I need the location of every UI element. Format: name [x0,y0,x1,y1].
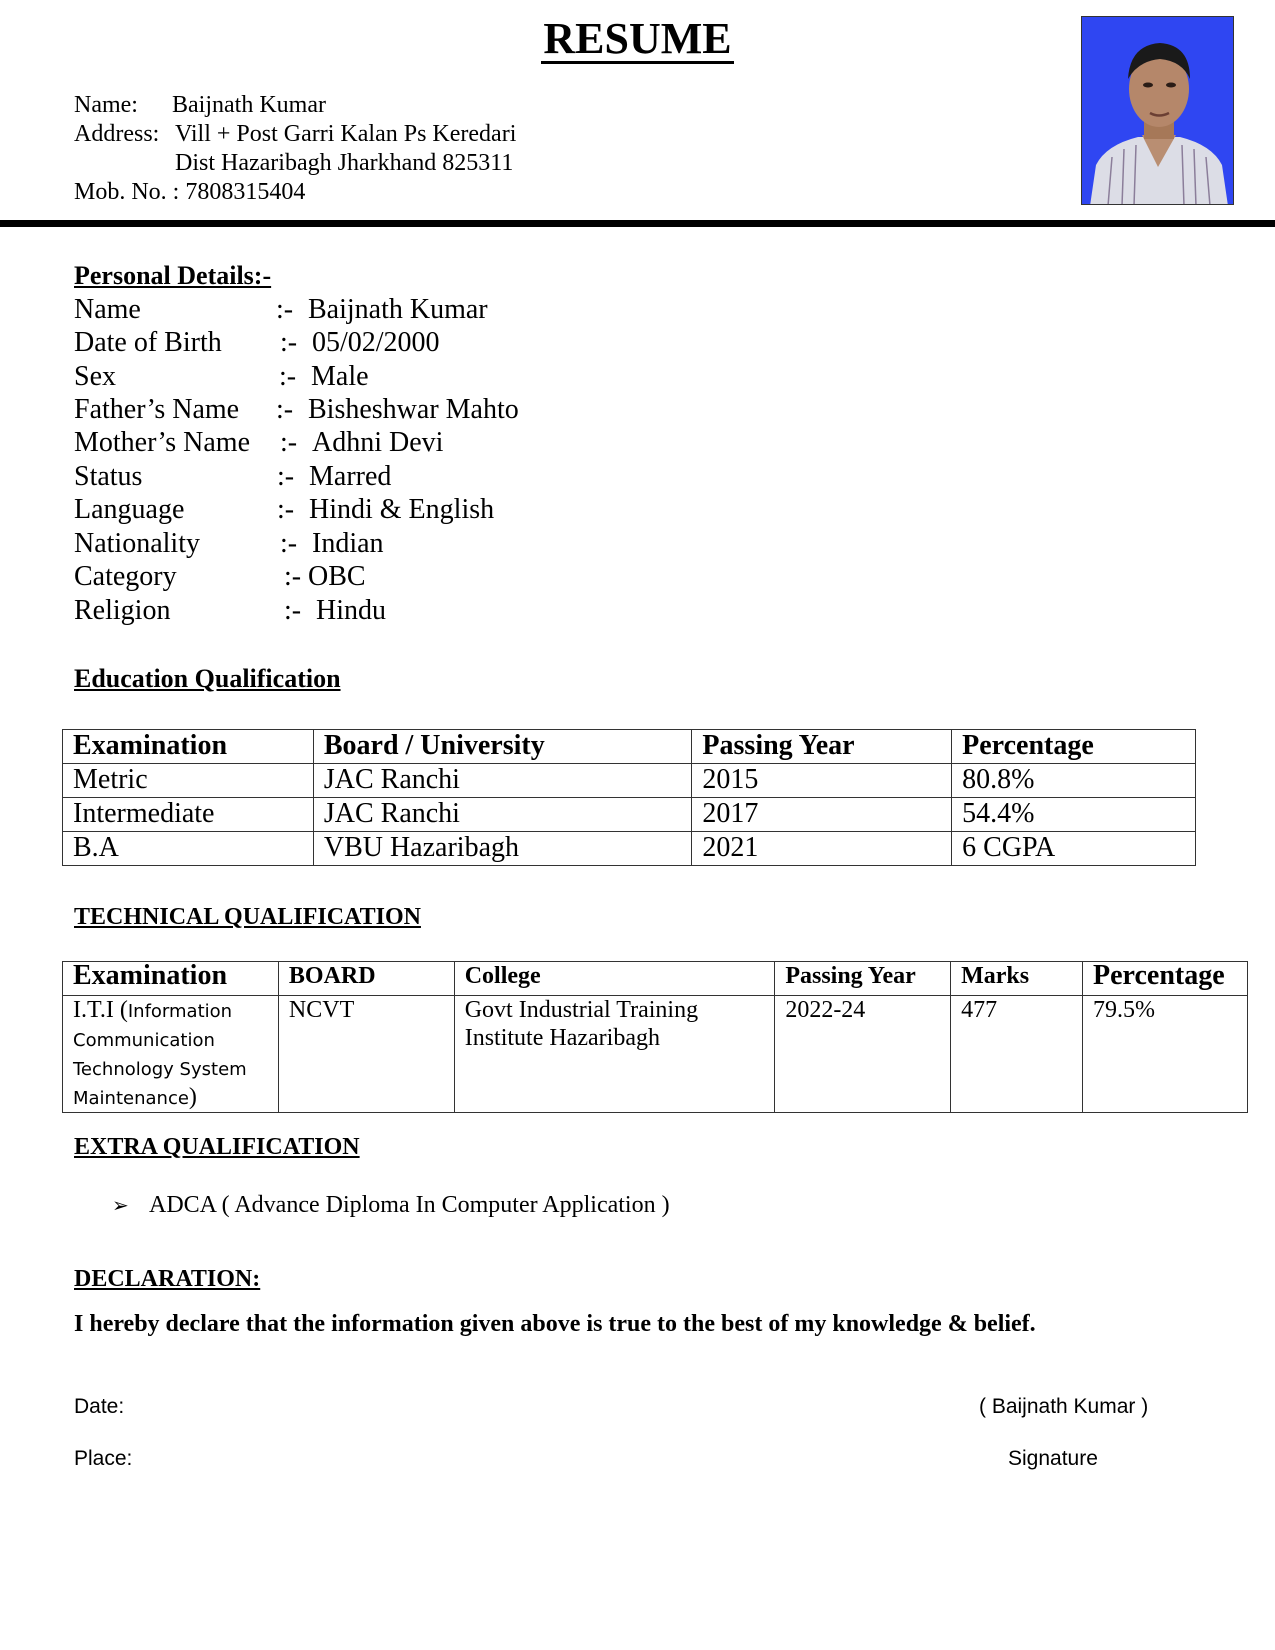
table-cell: Intermediate [63,798,314,832]
detail-label: Category [74,561,177,592]
table-cell: Metric [63,764,314,798]
detail-label: Nationality [74,528,200,559]
detail-separator: :- [276,394,294,425]
exam-close: ) [188,1084,197,1110]
technical-col-marks: Marks [951,962,1083,996]
exam-name: I.T.I ( [73,997,128,1023]
detail-label: Religion [74,595,171,626]
detail-label: Father’s Name [74,394,240,425]
header-address [74,120,517,148]
signature-name: ( Baijnath Kumar ) [979,1395,1149,1418]
table-row [63,798,1196,832]
mobile-value: 7808315404 [185,179,306,205]
education-header-row [63,730,1196,764]
detail-value: Bisheshwar Mahto [308,394,519,425]
header-name [74,91,326,119]
technical-col-year: Passing Year [775,962,951,996]
extra-qualification-item: ADCA ( Advance Diploma In Computer Application ) [149,1192,670,1218]
detail-separator: :- [279,361,297,392]
technical-col-board: BOARD [278,962,454,996]
technical-college-cell [454,996,775,1113]
college-line-1: Govt Industrial Training [464,997,699,1023]
detail-value: Marred [309,461,392,492]
personal-details-heading: Personal Details:- [74,261,272,290]
education-col-examination: Examination [63,730,314,764]
detail-label: Name [74,294,141,325]
detail-separator: :- [277,494,295,525]
table-cell: 6 CGPA [952,832,1196,866]
detail-label: Language [74,494,185,525]
education-table [62,729,1196,866]
detail-separator: :- [277,461,295,492]
college-line-2: Institute Hazaribagh [464,1025,660,1051]
resume-title: RESUME [543,14,732,63]
detail-value: Adhni Devi [312,427,444,458]
technical-col-college: College [454,962,775,996]
table-cell: 80.8% [952,764,1196,798]
detail-value: Hindu [316,595,386,626]
education-heading: Education Qualification [74,664,341,693]
exam-detail: Information Communication Technology System Maintenance [73,1001,247,1109]
detail-value: Indian [312,528,384,559]
extra-qualification-heading: EXTRA QUALIFICATION [74,1134,360,1160]
detail-label: Sex [74,361,116,392]
date-label: Date: [74,1395,125,1418]
detail-separator: :- [284,595,302,626]
table-cell: 2015 [692,764,952,798]
technical-col-examination: Examination [63,962,279,996]
detail-separator: :- [276,294,294,325]
detail-separator: :- [280,327,298,358]
table-cell: NCVT [278,996,454,1113]
table-cell: 2017 [692,798,952,832]
table-row [63,832,1196,866]
place-label: Place: [74,1447,133,1470]
address-line-1: Vill + Post Garri Kalan Ps Keredari [175,121,517,147]
technical-col-percentage: Percentage [1083,962,1248,996]
detail-value: OBC [308,561,366,592]
signature-label: Signature [1008,1447,1098,1470]
detail-label: Status [74,461,143,492]
detail-value: Baijnath Kumar [308,294,488,325]
technical-table [62,961,1248,1113]
technical-heading: TECHNICAL QUALIFICATION [74,904,421,930]
profile-photo [1081,16,1234,205]
table-cell: JAC Ranchi [313,798,692,832]
detail-value: Hindi & English [309,494,495,525]
table-cell: 477 [951,996,1083,1113]
declaration-text: I hereby declare that the information given above is true to the best of my knowledge & belief. [74,1311,1036,1337]
detail-label: Date of Birth [74,327,222,358]
education-col-percentage: Percentage [952,730,1196,764]
detail-separator: :- [284,561,302,592]
mobile-label: Mob. No. : [74,179,180,205]
name-label: Name: [74,92,138,118]
arrow-bullet-icon: ➢ [112,1193,129,1217]
name-value: Baijnath Kumar [172,92,326,118]
education-col-year: Passing Year [692,730,952,764]
education-col-board: Board / University [313,730,692,764]
table-cell: B.A [63,832,314,866]
table-cell: 54.4% [952,798,1196,832]
header-mobile [74,178,305,206]
table-row [63,996,1248,1113]
header-divider [0,220,1275,227]
detail-value: Male [311,361,369,392]
table-cell: 79.5% [1083,996,1248,1113]
table-cell: JAC Ranchi [313,764,692,798]
technical-exam-cell [63,996,279,1113]
address-line-2: Dist Hazaribagh Jharkhand 825311 [175,150,514,176]
table-row [63,764,1196,798]
address-label: Address: [74,121,160,147]
detail-separator: :- [280,427,298,458]
person-portrait-icon [1082,17,1234,205]
detail-label: Mother’s Name [74,427,250,458]
detail-separator: :- [280,528,298,559]
table-cell: 2021 [692,832,952,866]
table-cell: 2022-24 [775,996,951,1113]
technical-header-row [63,962,1248,996]
declaration-heading: DECLARATION: [74,1266,261,1292]
detail-value: 05/02/2000 [312,327,440,358]
list-item [112,1191,670,1219]
table-cell: VBU Hazaribagh [313,832,692,866]
